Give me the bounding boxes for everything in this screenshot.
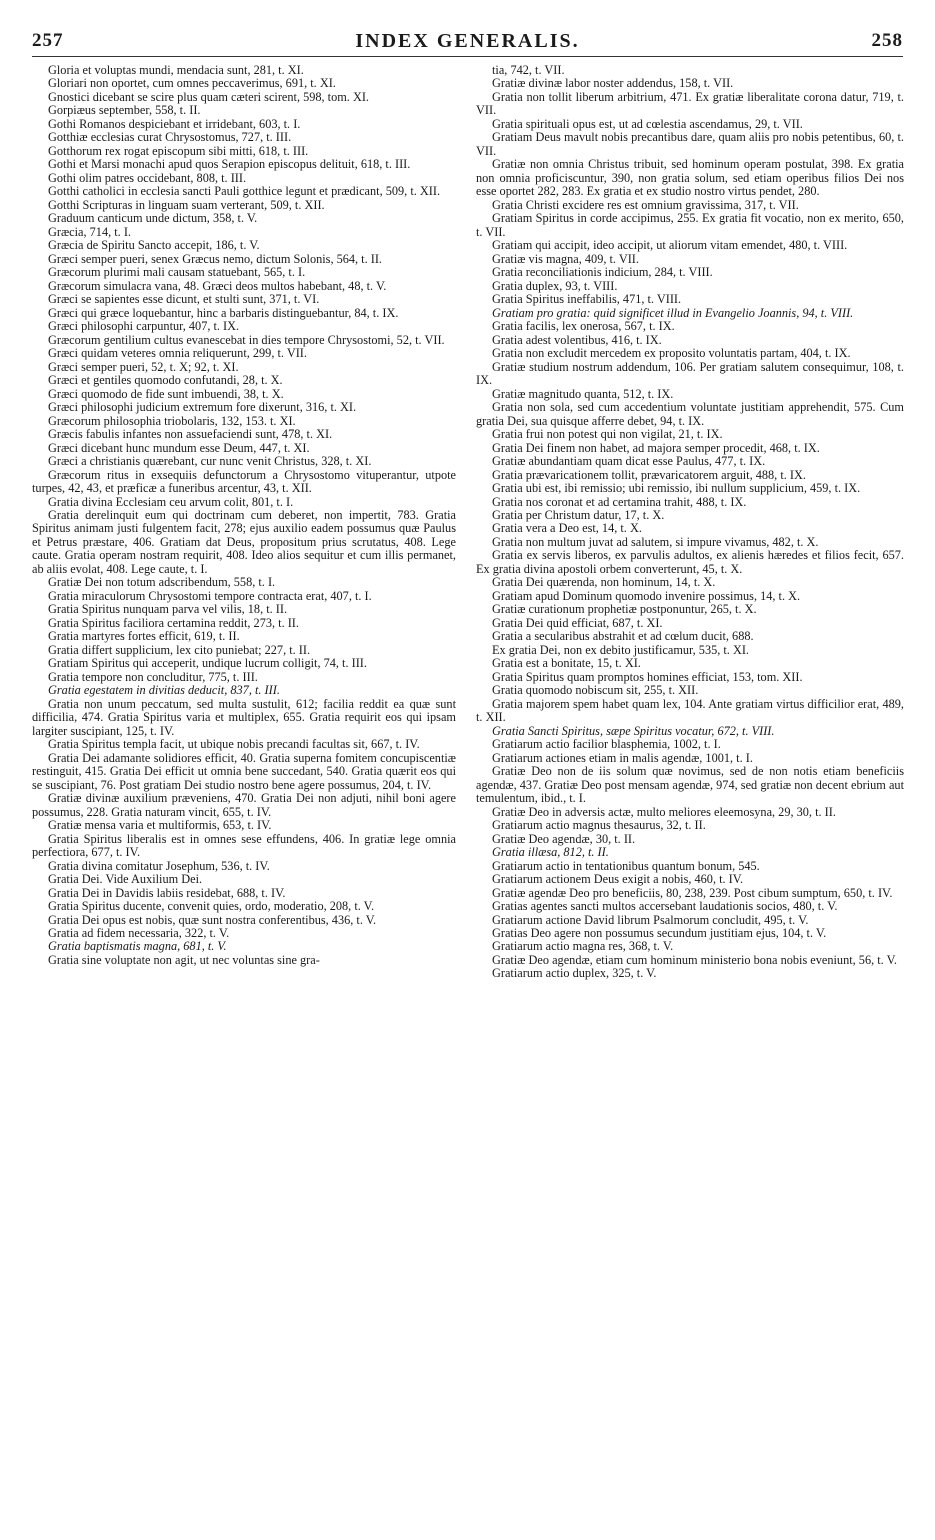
index-entry: Gratiarum actionem Deus exigit a nobis, 460, t. IV.: [492, 872, 744, 887]
index-entry: Græci semper pueri, senex Græcus nemo, dictum Solonis, 564, t. II.: [48, 251, 383, 266]
index-entry: Gratia quomodo nobiscum sit, 255, t. XII.: [492, 683, 699, 698]
index-entry: Gratia non unum peccatum, sed multa sustulit, 612; facilia reddit ea quæ sunt difficilia, 474. Gratia Spiritus varia et multiplex, 655. Gratia requirit eos qui ipsam largiter suscipiant, 125, t. IV.: [32, 696, 456, 738]
index-entry: Græcorum simulacra vana, 48. Græci deos multos habebant, 48, t. V.: [48, 278, 387, 293]
index-entry: Gothi Romanos despiciebant et irridebant, 603, t. I.: [48, 116, 301, 131]
index-entry: Gratias agentes sancti multos accersebant laudationis socios, 480, t. V.: [492, 899, 838, 914]
index-entry: Gratia nos coronat et ad certamina trahit, 488, t. IX.: [492, 494, 747, 509]
index-entry: Gratiæ Deo non de iis solum quæ novimus, sed de non notis etiam beneficiis agendæ, 437. Gratiæ Deo post mensam agendæ, 974, sed gratiæ non decent ebrium aut temulentum, ibid., t. I.: [476, 764, 904, 806]
index-entry: Gnostici dicebant se scire plus quam cæteri scirent, 598, tom. XI.: [48, 89, 370, 104]
index-entry: Gratia Dei adamante solidiores efficit, 40. Gratia superna fomitem concupiscentiæ restinguit, 415. Gratia Dei efficit ut omnia bene succedant, 540. Gratia quærit eos qui se suscipiant, 76. Post gratiam Dei studio nostro bene agere possumus, 204, t. IV.: [32, 750, 456, 792]
index-entry: Gratia illæsa, 812, t. II.: [492, 845, 609, 860]
index-entry: Gratiæ non omnia Christus tribuit, sed hominum operam postulat, 398. Ex gratia non omnia proficiscuntur, 390, non gratia solum, sed etiam operibus filios Dei nos esse oportet 282, 283. Ex gratia et ex studio nostro virtus pendet, 280.: [476, 157, 904, 199]
index-entry: Gratia divina comitatur Josephum, 536, t. IV.: [48, 858, 270, 873]
index-entry: Gratias Deo agere non possumus secundum justitiam ejus, 104, t. V.: [492, 926, 827, 940]
index-entry: Gotthorum rex rogat episcopum sibi mitti, 618, t. III.: [48, 143, 309, 158]
index-entry: Gratia Spiritus ineffabilis, 471, t. VIII.: [492, 292, 682, 307]
index-entry: Gratiarum actio facilior blasphemia, 1002, t. I.: [492, 737, 721, 752]
index-entry: tia, 742, t. VII.: [492, 63, 565, 77]
index-entry: Gratia duplex, 93, t. VIII.: [492, 278, 618, 293]
index-entry: Græci a christianis quærebant, cur nunc venit Christus, 328, t. XI.: [48, 454, 372, 469]
index-entry: Gratiæ abundantiam quam dicat esse Paulus, 477, t. IX.: [492, 454, 766, 469]
index-entry: Græcorum plurimi mali causam statuebant, 565, t. I.: [48, 265, 306, 280]
index-entry: Gratia Sancti Spiritus, sæpe Spiritus vocatur, 672, t. VIII.: [492, 723, 775, 738]
index-entry: Gratia adest volentibus, 416, t. IX.: [492, 332, 662, 347]
index-entry: Gratiæ curationum prophetiæ postponuntur, 265, t. X.: [492, 602, 757, 617]
index-entry: Gratia Dei finem non habet, ad majora semper procedit, 468, t. IX.: [492, 440, 820, 455]
index-entry: Græci se sapientes esse dicunt, et stulti sunt, 371, t. VI.: [48, 292, 320, 307]
index-entry: Gratia non excludit mercedem ex proposito voluntatis partam, 404, t. IX.: [492, 346, 851, 361]
index-entry: Græci dicebant hunc mundum esse Deum, 447, t. XI.: [48, 440, 310, 455]
index-entry: Gratia tempore non concluditur, 775, t. III.: [48, 669, 258, 684]
index-entry: Gratiam Spiritus in corde accipimus, 255. Ex gratia fit vocatio, non ex merito, 650, t. VII.: [476, 211, 904, 239]
index-entry: Gratiæ Deo in adversis actæ, multo meliores eleemosyna, 29, 30, t. II.: [492, 804, 836, 819]
index-entry: Gratiarum actione David librum Psalmorum concludit, 495, t. V.: [492, 912, 809, 927]
index-entry: Gratia prævaricationem tollit, prævaricatorem arguit, 488, t. IX.: [492, 467, 806, 482]
index-entry: Gratia miraculorum Chrysostomi tempore contracta erat, 407, t. I.: [48, 588, 372, 603]
index-entry: Gratiæ Dei non totum adscribendum, 558, t. I.: [48, 575, 276, 590]
index-entry: Gratia spirituali opus est, ut ad cœlestia ascendamus, 29, t. VII.: [492, 116, 803, 131]
index-entry: Gratiæ studium nostrum addendum, 106. Per gratiam salutem consequimur, 108, t. IX.: [476, 359, 904, 388]
index-entry: Græcia de Spiritu Sancto accepit, 186, t. V.: [48, 238, 260, 253]
index-entry: Græci philosophi carpuntur, 407, t. IX.: [48, 319, 240, 334]
index-entry: Gratia ubi est, ibi remissio; ubi remissio, ibi nullum supplicium, 459, t. IX.: [492, 481, 861, 496]
index-entry: Gratiarum actiones etiam in malis agendæ, 1001, t. I.: [492, 750, 753, 765]
index-entry: Gratia Spiritus liberalis est in omnes sese effundens, 406. In gratiæ lege omnia perfectiora, 677, t. IV.: [32, 831, 456, 860]
page-title: INDEX GENERALIS.: [355, 30, 580, 52]
right-column: [476, 64, 904, 981]
index-entry: Gratia vera a Deo est, 14, t. X.: [492, 521, 642, 536]
index-entry: Gratia derelinquit eum qui doctrinam cum deberet, non impertit, 783. Gratia Spiritus animam justi fulgentem facit, 278; ejus auxilio eadem possumus quæ Paulus et Petrus præstare, 406. Gratiam dat Deus, propositum prius scrutatus, 408. Lege caute. Gratia operam nostram requirit, 408. Ideo alios sequitur et cum illis permanet, ab aliis evolat, 408. Lege caute, t. I.: [32, 507, 456, 576]
index-entry: Gratia Dei. Vide Auxilium Dei.: [48, 872, 203, 887]
index-entry: Gotthi Scripturas in linguam suam verterant, 509, t. XII.: [48, 197, 325, 212]
index-entry: Gratia baptismatis magna, 681, t. V.: [48, 939, 227, 954]
index-entry: Gratiæ divinæ auxilium præveniens, 470. Gratia Dei non adjuti, nihil boni agere possumus, 228. Gratia naturam vincit, 655, t. IV.: [32, 791, 456, 819]
index-entry: Graduum canticum unde dictum, 358, t. V.: [48, 211, 258, 226]
index-entry: Gratiarum actio magna res, 368, t. V.: [492, 939, 674, 954]
index-entry: Gratia Dei quid efficiat, 687, t. XI.: [492, 615, 663, 630]
index-entry: Gratiæ Deo agendæ, 30, t. II.: [492, 831, 636, 846]
index-entry: Gratia divina Ecclesiam ceu arvum colit, 801, t. I.: [48, 494, 294, 509]
index-entry: Græci et gentiles quomodo confutandi, 28, t. X.: [48, 373, 283, 388]
index-entry: Gratia non sola, sed cum accedentium voluntate justitiam apprehendit, 575. Cum gratia Dei, sua quisque afferre debet, 94, t. IX.: [476, 400, 904, 428]
index-entry: Græcia, 714, t. I.: [48, 224, 131, 239]
index-entry: Gratia Christi excidere res est omnium gravissima, 317, t. VII.: [492, 197, 799, 212]
index-entry: Gloriari non oportet, cum omnes peccaverimus, 691, t. XI.: [48, 76, 336, 91]
index-entry: Gratia Dei quærenda, non hominum, 14, t. X.: [492, 575, 716, 590]
running-header: [32, 30, 903, 57]
index-entry: Gratia Spiritus ducente, convenit quies, ordo, moderatio, 208, t. V.: [48, 899, 375, 914]
index-entry: Gratiæ Deo agendæ, etiam cum hominum ministerio bona nobis eveniunt, 56, t. V.: [492, 952, 897, 967]
index-entry: Gotthiæ ecclesias curat Chrysostomus, 727, t. III.: [48, 130, 292, 145]
index-entry: Græcis fabulis infantes non assuefaciendi sunt, 478, t. XI.: [48, 427, 333, 442]
index-entry: Gratia Dei in Davidis labiis residebat, 688, t. IV.: [48, 885, 286, 900]
index-entry: Græci quomodo de fide sunt imbuendi, 38, t. X.: [48, 386, 284, 401]
index-entry: Gratiam apud Dominum quomodo invenire possimus, 14, t. X.: [492, 588, 801, 603]
index-entry: Gratia reconciliationis indicium, 284, t. VIII.: [492, 265, 713, 280]
left-page-number: 257: [32, 30, 64, 51]
index-entry: Gratia majorem spem habet quam lex, 104. Ante gratiam virtus difficilior erat, 489, t. XII.: [476, 696, 904, 725]
index-entry: Gratia frui non potest qui non vigilat, 21, t. IX.: [492, 427, 723, 442]
index-entry: Gratiam Spiritus qui acceperit, undique lucrum colligit, 74, t. III.: [48, 656, 367, 671]
index-entry: Gotthi catholici in ecclesia sancti Pauli gotthice legunt et prædicant, 509, t. XII.: [48, 184, 441, 199]
index-entry: Græci philosophi judicium extremum fore dixerunt, 316, t. XI.: [48, 400, 357, 415]
index-entry: Gratiæ magnitudo quanta, 512, t. IX.: [492, 386, 674, 401]
index-entry: Gratiæ mensa varia et multiformis, 653, t. IV.: [48, 818, 272, 833]
index-entry: Gratia differt supplicium, lex cito puniebat; 227, t. II.: [48, 642, 311, 657]
index-entry: Gratia non tollit liberum arbitrium, 471. Ex gratiæ liberalitate corona datur, 719, t. VII.: [476, 89, 904, 118]
index-entry: Gratia a secularibus abstrahit et ad cœlum ducit, 688.: [492, 629, 754, 644]
index-entry: Gratia sine voluptate non agit, ut nec voluntas sine gra-: [48, 952, 320, 967]
index-entry: Gratiæ vis magna, 409, t. VII.: [492, 251, 639, 266]
index-entry: Gratiarum actio magnus thesaurus, 32, t. II.: [492, 818, 706, 833]
index-entry: Græcorum ritus in exsequiis defunctorum a Chrysostomo vituperantur, utpote turpes, 42, 43, et præficæ a funeribus arcentur, 43, t. XII.: [32, 467, 456, 496]
left-column: [32, 64, 456, 967]
index-entry: Gorpiæus september, 558, t. II.: [48, 103, 201, 118]
index-entry: Gloria et voluptas mundi, mendacia sunt, 281, t. XI.: [48, 63, 304, 77]
index-entry: Gratia Spiritus quam promptos homines efficiat, 153, tom. XII.: [492, 669, 803, 684]
index-entry: Gratia ad fidem necessaria, 322, t. V.: [48, 926, 230, 940]
index-entry: Gratia Spiritus nunquam parva vel vilis, 18, t. II.: [48, 602, 288, 617]
index-entry: Gratiarum actio in tentationibus quantum bonum, 545.: [492, 858, 760, 873]
index-entry: Gratiæ agendæ Deo pro beneficiis, 80, 238, 239. Post cibum sumptum, 650, t. IV.: [492, 885, 893, 900]
index-entry: Gratiam qui accipit, ideo accipit, ut aliorum vitam emendet, 480, t. VIII.: [492, 238, 848, 253]
index-entry: Gratia martyres fortes efficit, 619, t. II.: [48, 629, 240, 644]
index-entry: Gothi olim patres occidebant, 808, t. III.: [48, 170, 247, 185]
index-entry: Gratia per Christum datur, 17, t. X.: [492, 507, 665, 522]
index-entry: Gratiam pro gratia: quid significet illud in Evangelio Joannis, 94, t. VIII.: [492, 305, 854, 320]
index-entry: Gratia ex servis liberos, ex parvulis adultos, ex alienis hæredes et filios fecit, 657. Ex gratia divina apostoli orbem converterunt, 45, t. X.: [476, 548, 904, 576]
index-entry: Gratiarum actio duplex, 325, t. V.: [492, 966, 657, 981]
index-entry: Græci semper pueri, 52, t. X; 92, t. XI.: [48, 359, 239, 374]
index-entry: Gratia non multum juvat ad salutem, si impure vivamus, 482, t. X.: [492, 534, 819, 549]
index-entry: Gratiæ divinæ labor noster addendus, 158, t. VII.: [492, 76, 734, 91]
right-page-number: 258: [871, 30, 903, 51]
index-entry: Gratia egestatem in divitias deducit, 837, t. III.: [48, 683, 280, 698]
index-entry: Gratia est a bonitate, 15, t. XI.: [492, 656, 641, 671]
index-entry: Græci quidam veteres omnia reliquerunt, 299, t. VII.: [48, 346, 307, 361]
index-entry: Gratia facilis, lex onerosa, 567, t. IX.: [492, 319, 675, 334]
index-entry: Gratia Spiritus faciliora certamina reddit, 273, t. II.: [48, 615, 299, 630]
index-entry: Gratia Dei opus est nobis, quæ sunt nostra conferentibus, 436, t. V.: [48, 912, 377, 927]
index-entry: Græcorum philosophia triobolaris, 132, 153. t. XI.: [48, 413, 296, 428]
index-entry: Gratiam Deus mavult nobis precantibus dare, quam aliis pro nobis petentibus, 60, t. VII.: [476, 130, 904, 158]
index-entry: Gothi et Marsi monachi apud quos Serapion episcopus delituit, 618, t. III.: [48, 157, 411, 172]
index-entry: Græci qui græce loquebantur, hinc a barbaris distinguebantur, 84, t. IX.: [48, 305, 399, 320]
index-entry: Gratia Spiritus templa facit, ut ubique nobis precandi facultas sit, 667, t. IV.: [48, 737, 420, 752]
index-entry: Ex gratia Dei, non ex debito justificamur, 535, t. XI.: [492, 642, 749, 657]
index-entry: Græcorum gentilium cultus evanescebat in dies tempore Chrysostomi, 52, t. VII.: [48, 332, 445, 347]
